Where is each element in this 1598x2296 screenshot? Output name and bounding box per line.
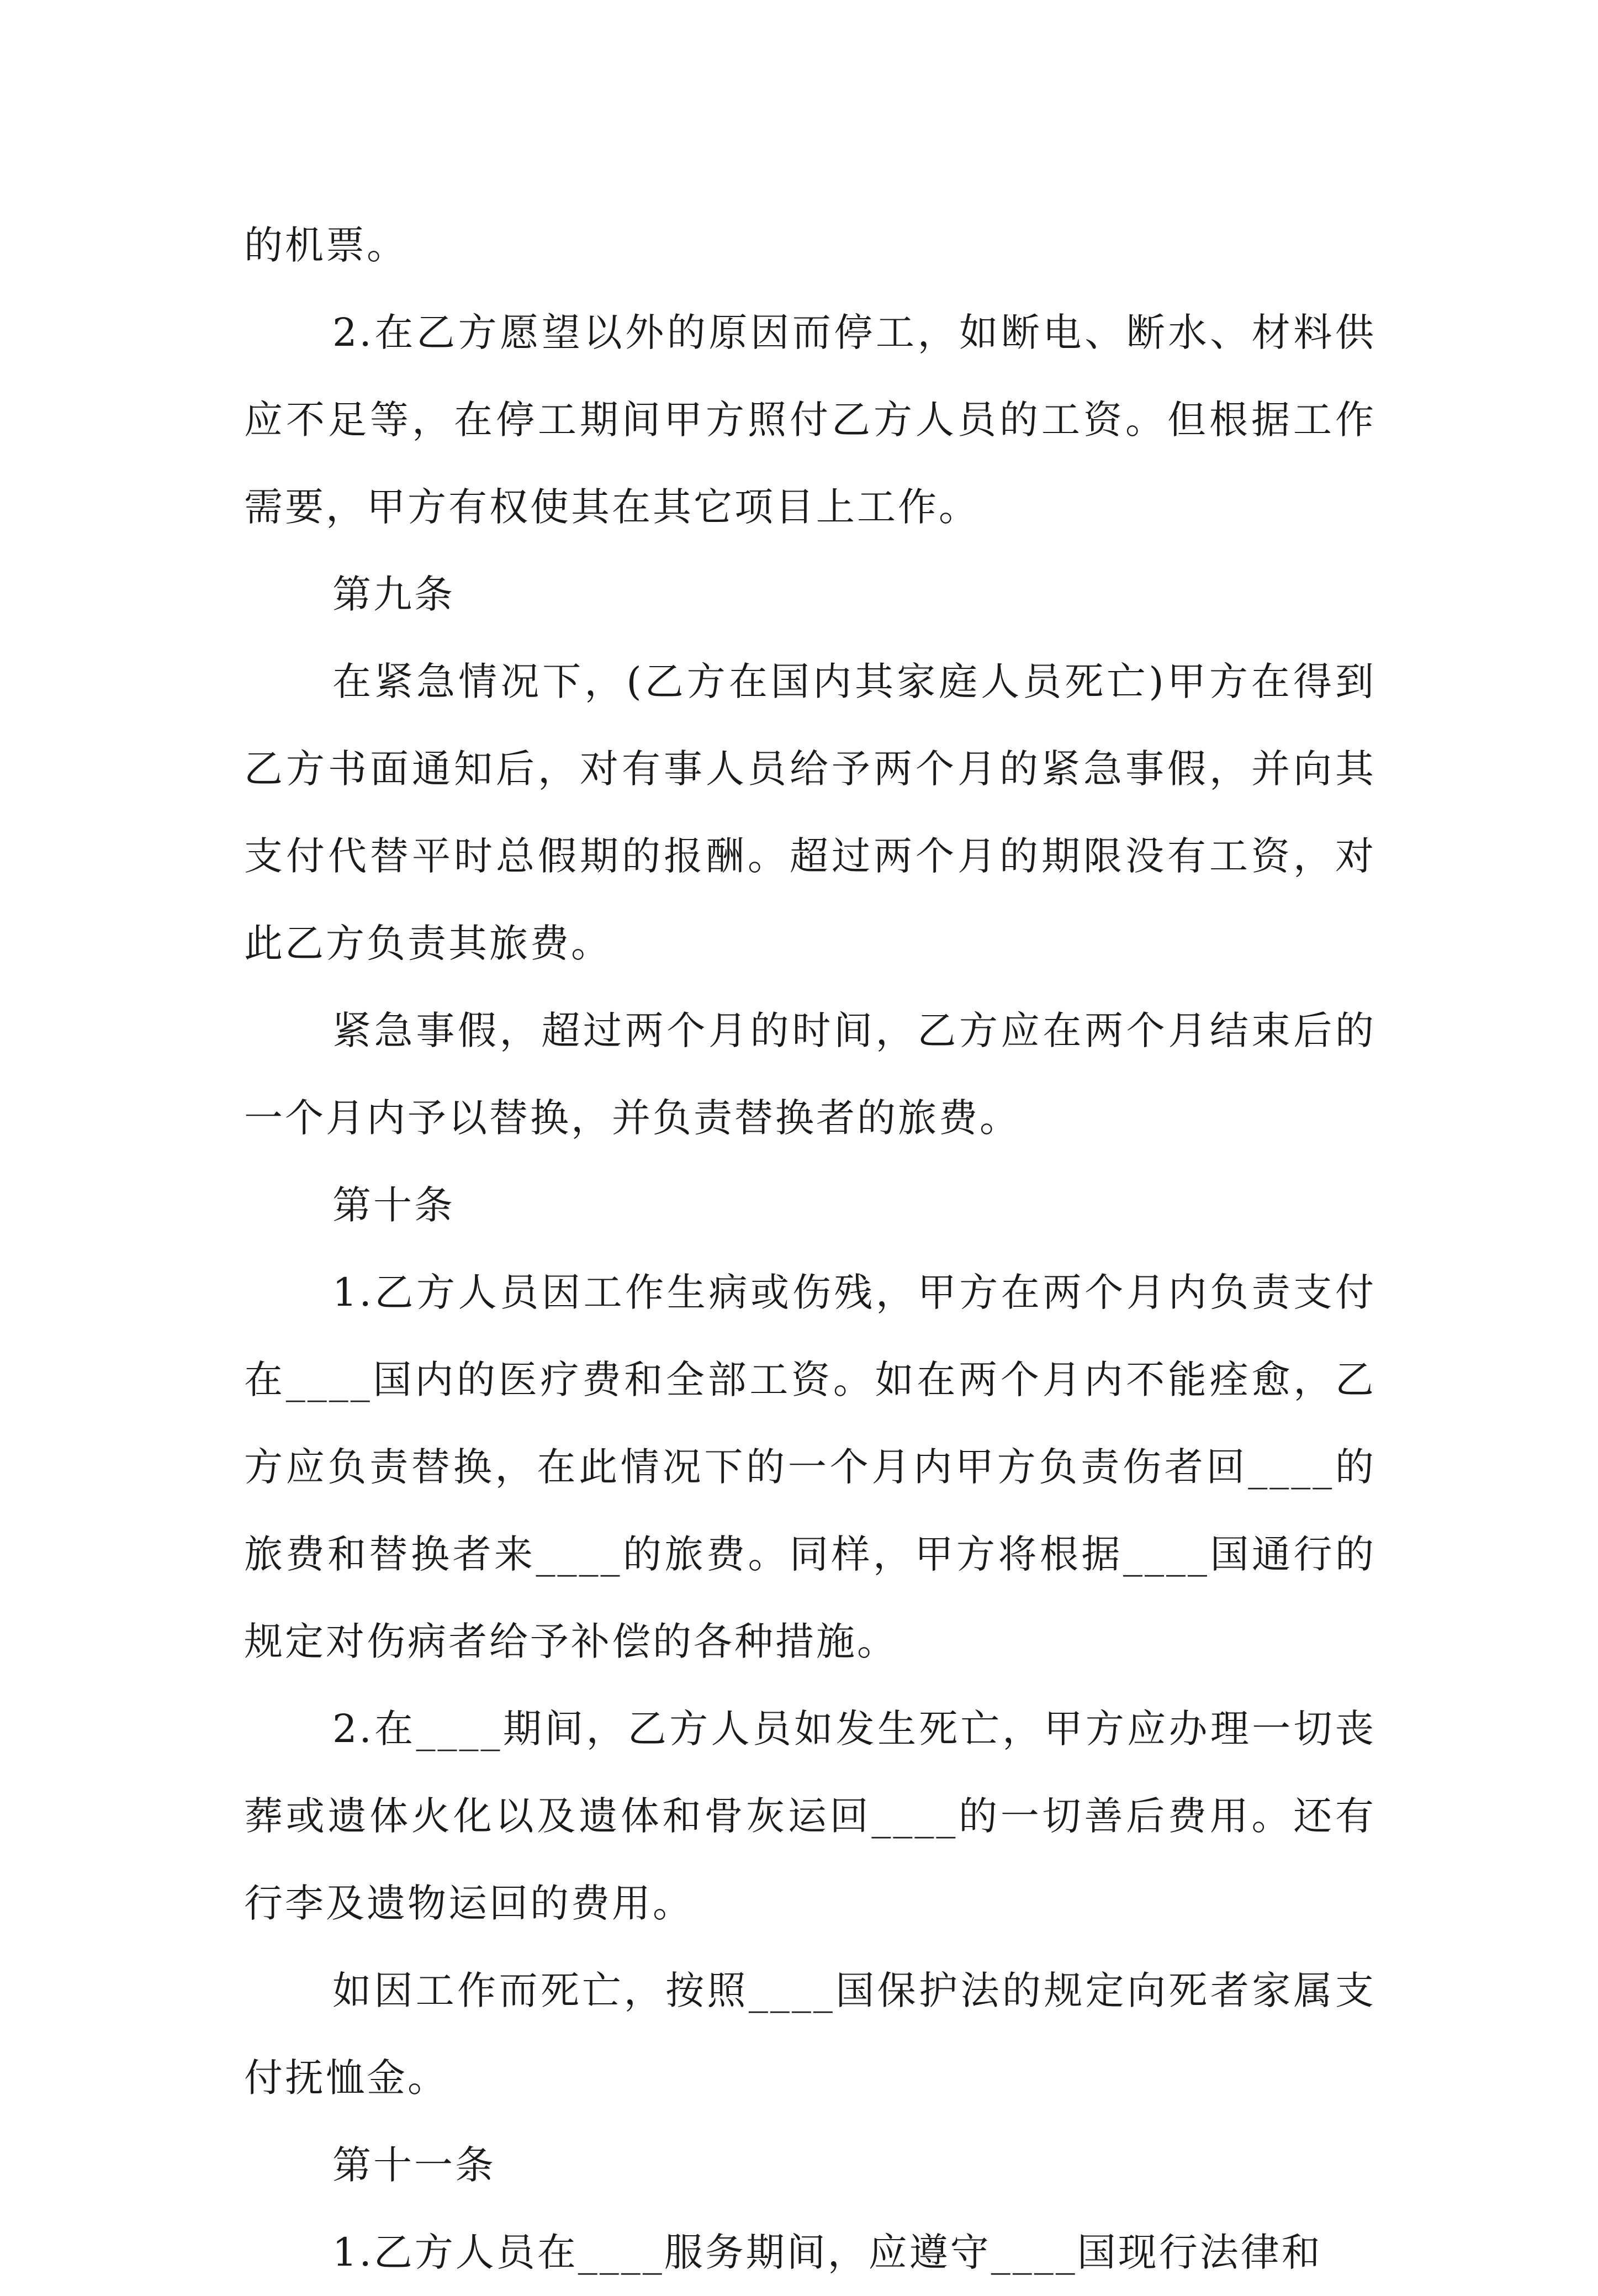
article-heading-9: 第九条: [332, 572, 455, 617]
article-heading-10: 第十条: [332, 1183, 455, 1228]
paragraph-continuation: 的机票。: [244, 223, 408, 268]
paragraph-emergency-leave: 紧急事假，超过两个月的时间，乙方应在两个月结束后的一个月内予以替换，并负责替换者的旅费。: [244, 1008, 1376, 1141]
document-body: [244, 202, 1376, 2296]
article-heading-11: 第十一条: [332, 2142, 496, 2188]
paragraph-article-10-item-2: 2.在____期间，乙方人员如发生死亡，甲方应办理一切丧葬或遗体火化以及遗体和骨灰运回____的一切善后费用。还有行李及遗物运回的费用。: [244, 1706, 1376, 1926]
paragraph-article-11-item-1: 1.乙方人员在____服务期间，应遵守____国现行法律和: [332, 2230, 1322, 2275]
paragraph-clause-8-item-2: 2.在乙方愿望以外的原因而停工，如断电、断水、材料供应不足等，在停工期间甲方照付乙方人员的工资。但根据工作需要，甲方有权使其在其它项目上工作。: [244, 310, 1376, 530]
paragraph-article-9-body: 在紧急情况下，(乙方在国内其家庭人员死亡)甲方在得到乙方书面通知后，对有事人员给予两个月的紧急事假，并向其支付代替平时总假期的报酬。超过两个月的期限没有工资，对此乙方负责其旅费。: [244, 659, 1376, 966]
paragraph-pension: 如因工作而死亡，按照____国保护法的规定向死者家属支付抚恤金。: [244, 1968, 1376, 2100]
paragraph-article-10-item-1: 1.乙方人员因工作生病或伤残，甲方在两个月内负责支付在____国内的医疗费和全部工资。如在两个月内不能痊愈，乙方应负责替换，在此情况下的一个月内甲方负责伤者回____的旅费和替换者来____的旅费。同样，甲方将根据____国通行的规定对伤病者给予补偿的各种措施。: [244, 1270, 1376, 1664]
